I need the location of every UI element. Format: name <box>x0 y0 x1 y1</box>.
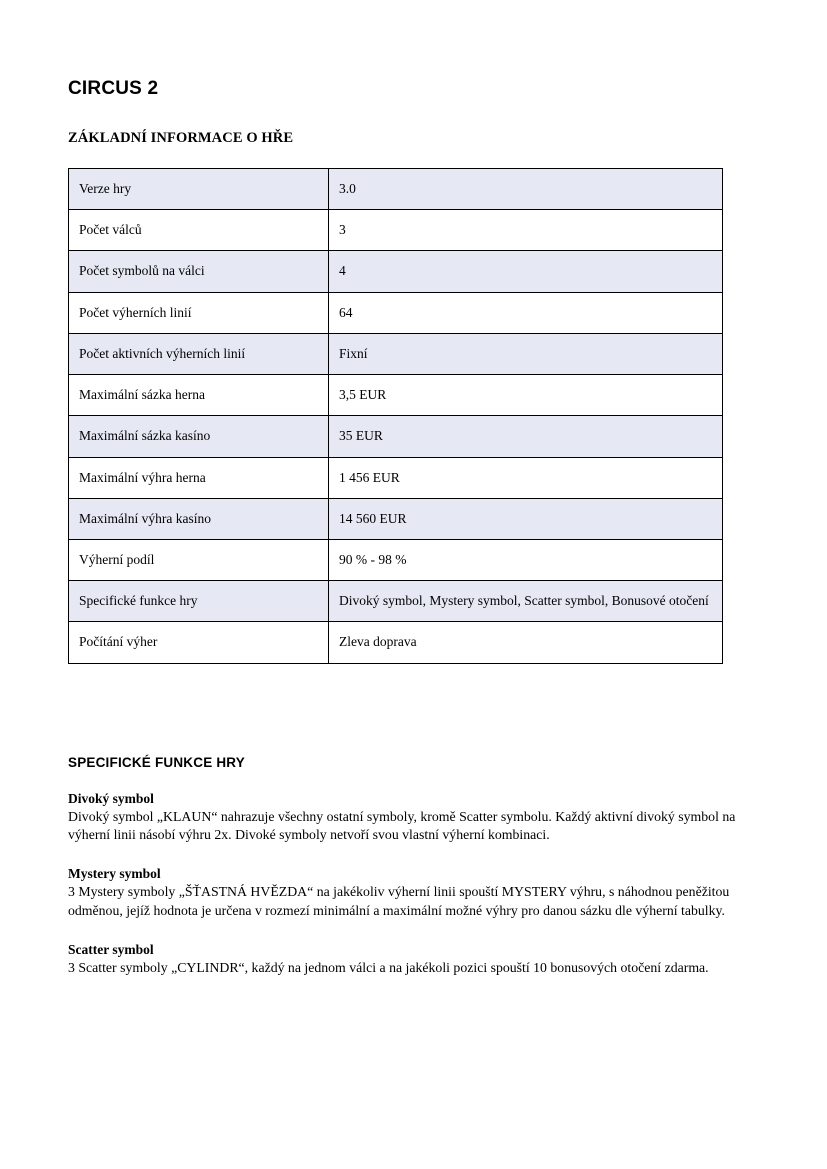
table-cell-value: 4 <box>329 251 723 292</box>
table-cell-label: Počet výherních linií <box>69 292 329 333</box>
table-row <box>69 292 723 333</box>
table-row <box>69 333 723 374</box>
table-cell-value: 14 560 EUR <box>329 498 723 539</box>
table-cell-value: Divoký symbol, Mystery symbol, Scatter symbol, Bonusové otočení <box>329 581 723 622</box>
table-cell-label: Maximální výhra herna <box>69 457 329 498</box>
feature-title: Mystery symbol <box>68 866 161 882</box>
table-cell-value: 64 <box>329 292 723 333</box>
feature-text: Divoký symbol „KLAUN“ nahrazuje všechny ostatní symboly, kromě Scatter symbolu. Každý aktivní divoký symbol na výherní linii násobí výhru 2x. Divoké symboly netvoří svou vlastní výherní kombinaci. <box>68 809 736 843</box>
document-content <box>68 78 758 664</box>
table-row <box>69 622 723 663</box>
table-cell-label: Počítání výher <box>69 622 329 663</box>
table-row <box>69 251 723 292</box>
feature-text: 3 Mystery symboly „ŠŤASTNÁ HVĚZDA“ na jakékoliv výherní linii spouští MYSTERY výhru, s náhodnou peněžitou odměnou, jejíž hodnota je určena v rozmezí minimální a maximální možné výhry pro danou sázku dle výherní tabulky. <box>68 884 730 918</box>
table-cell-value: Fixní <box>329 333 723 374</box>
table-row <box>69 498 723 539</box>
table-row <box>69 375 723 416</box>
table-cell-label: Výherní podíl <box>69 539 329 580</box>
table-row <box>69 169 723 210</box>
feature-mystery-symbol <box>68 866 768 919</box>
table-row <box>69 457 723 498</box>
feature-text: 3 Scatter symboly „CYLINDR“, každý na jednom válci a na jakékoli pozici spouští 10 bonusových otočení zdarma. <box>68 959 709 975</box>
table-cell-label: Specifické funkce hry <box>69 581 329 622</box>
table-cell-value: 1 456 EUR <box>329 457 723 498</box>
table-row <box>69 210 723 251</box>
feature-wild-symbol <box>68 791 768 844</box>
specific-features-section <box>68 755 768 977</box>
table-cell-label: Maximální výhra kasíno <box>69 498 329 539</box>
table-cell-value: 3.0 <box>329 169 723 210</box>
section-heading-basic-info: ZÁKLADNÍ INFORMACE O HŘE <box>68 130 294 146</box>
feature-title: Scatter symbol <box>68 941 154 957</box>
table-row <box>69 581 723 622</box>
table-cell-value: 35 EUR <box>329 416 723 457</box>
page-title: CIRCUS 2 <box>68 78 159 99</box>
table-cell-label: Maximální sázka kasíno <box>69 416 329 457</box>
table-cell-label: Počet aktivních výherních linií <box>69 333 329 374</box>
table-row <box>69 539 723 580</box>
table-cell-label: Maximální sázka herna <box>69 375 329 416</box>
game-info-table-body <box>69 169 723 664</box>
section-heading-features: SPECIFICKÉ FUNKCE HRY <box>68 755 245 770</box>
table-cell-value: 3 <box>329 210 723 251</box>
table-cell-value: Zleva doprava <box>329 622 723 663</box>
table-cell-value: 3,5 EUR <box>329 375 723 416</box>
feature-title: Divoký symbol <box>68 791 154 806</box>
table-cell-value: 90 % - 98 % <box>329 539 723 580</box>
game-info-table <box>68 168 723 664</box>
feature-scatter-symbol <box>68 942 768 977</box>
table-cell-label: Počet symbolů na válci <box>69 251 329 292</box>
table-cell-label: Verze hry <box>69 169 329 210</box>
table-row <box>69 416 723 457</box>
table-cell-label: Počet válců <box>69 210 329 251</box>
